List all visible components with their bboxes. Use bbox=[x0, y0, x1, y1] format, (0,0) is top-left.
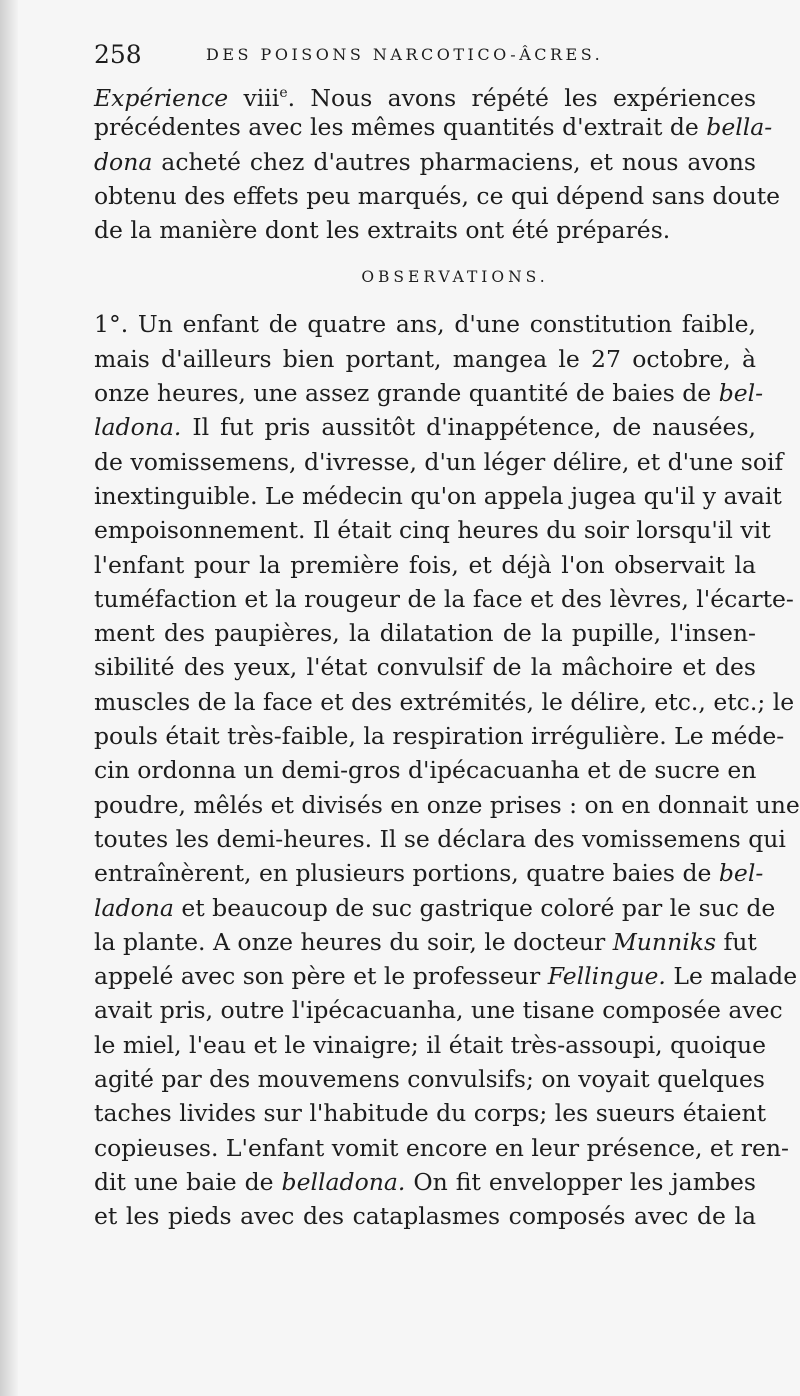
text-line bbox=[94, 1062, 765, 1096]
text-line bbox=[94, 342, 756, 376]
text-span: On fit envelopper les jambes bbox=[405, 1167, 756, 1196]
text-line bbox=[94, 788, 800, 822]
text-span: . Nous avons répété les expériences bbox=[287, 83, 756, 112]
text-line bbox=[94, 76, 756, 110]
italic-span: bel- bbox=[718, 379, 764, 408]
text-span: la plante. A onze heures du soir, le docteur bbox=[94, 927, 613, 956]
experience-label: Expérience bbox=[94, 83, 229, 112]
text-line bbox=[94, 410, 756, 444]
text-line bbox=[94, 110, 773, 144]
text-line bbox=[94, 925, 756, 959]
italic-span: bella- bbox=[706, 113, 773, 142]
experience-number: viii bbox=[228, 83, 280, 112]
text-span: agité par des mouvemens convulsifs; on voyait quelques bbox=[94, 1065, 765, 1094]
text-line bbox=[94, 513, 771, 547]
text-span: poudre, mêlés et divisés en onze prises : on en donnait une bbox=[94, 790, 800, 819]
text-line bbox=[94, 685, 795, 719]
text-span: et beaucoup de suc gastrique coloré par le suc de bbox=[173, 893, 776, 922]
text-span: toutes les demi-heures. Il se déclara des vomissemens qui bbox=[94, 824, 786, 853]
italic-span: Fellingue. bbox=[547, 962, 666, 991]
text-line bbox=[94, 548, 756, 582]
text-line bbox=[94, 959, 798, 993]
text-line: de la manière dont les extraits ont été préparés. bbox=[94, 216, 671, 245]
text-span: copieuses. L'enfant vomit encore en leur présence, et ren- bbox=[94, 1133, 789, 1162]
text-span: acheté chez d'autres pharmaciens, et nous avons bbox=[152, 147, 756, 176]
text-line bbox=[94, 582, 794, 616]
running-title: DES POISONS NARCOTICO-ÂCRES. bbox=[206, 45, 604, 64]
text-span: 1°. Un enfant de quatre ans, d'une constitution faible, bbox=[94, 310, 756, 339]
text-line bbox=[94, 445, 784, 479]
text-span: taches livides sur l'habitude du corps; les sueurs étaient bbox=[94, 1099, 767, 1128]
experience-number-sup: e bbox=[279, 85, 288, 101]
italic-span: bel- bbox=[718, 859, 764, 888]
text-line bbox=[94, 307, 756, 341]
text-span: empoisonnement. Il était cinq heures du soir lorsqu'il vit bbox=[94, 516, 771, 545]
text-span: le miel, l'eau et le vinaigre; il était très-assoupi, quoique bbox=[94, 1030, 767, 1059]
text-line: obtenu des effets peu marqués, ce qui dépend sans doute bbox=[94, 181, 781, 210]
text-line bbox=[94, 753, 756, 787]
text-line bbox=[94, 993, 783, 1027]
text-span: appelé avec son père et le professeur bbox=[94, 962, 548, 991]
text-span: entraînèrent, en plusieurs portions, quatre baies de bbox=[94, 859, 719, 888]
italic-span: Munniks bbox=[612, 927, 717, 956]
observation-paragraph bbox=[94, 307, 800, 1233]
text-span: inextinguible. Le médecin qu'on appela jugea qu'il y avait bbox=[94, 481, 782, 510]
text-span: fut bbox=[716, 927, 757, 956]
text-span: ment des paupières, la dilatation de la pupille, l'insen- bbox=[94, 619, 756, 648]
text-span: muscles de la face et des extrémités, le délire, etc., etc.; le bbox=[94, 687, 795, 716]
section-heading: OBSERVATIONS. bbox=[361, 268, 549, 287]
italic-span: ladona. bbox=[94, 413, 182, 442]
text-span: et les pieds avec des cataplasmes composés avec de la bbox=[94, 1202, 756, 1231]
text-span: pouls était très-faible, la respiration irrégulière. Le méde- bbox=[94, 722, 785, 751]
text-span: tuméfaction et la rougeur de la face et des lèvres, l'écarte- bbox=[94, 584, 794, 613]
running-head bbox=[94, 40, 756, 76]
text-line bbox=[94, 719, 785, 753]
text-span: de vomissemens, d'ivresse, d'un léger délire, et d'une soif bbox=[94, 447, 784, 476]
text-line bbox=[94, 1165, 756, 1199]
text-span: avait pris, outre l'ipécacuanha, une tisane composée avec bbox=[94, 996, 783, 1025]
italic-span: belladona. bbox=[281, 1167, 406, 1196]
text-line bbox=[94, 856, 764, 890]
text-span: onze heures, une assez grande quantité de baies de bbox=[94, 379, 719, 408]
text-line bbox=[94, 376, 764, 410]
page-number: 258 bbox=[94, 40, 142, 69]
text-line bbox=[94, 1199, 756, 1233]
italic-span: ladona bbox=[94, 893, 174, 922]
text-span: mais d'ailleurs bien portant, mangea le 27 octobre, à bbox=[94, 344, 756, 373]
text-line bbox=[94, 1028, 767, 1062]
text-line bbox=[94, 822, 786, 856]
text-line bbox=[94, 616, 756, 650]
text-span: sibilité des yeux, l'état convulsif de la mâchoire et des bbox=[94, 653, 756, 682]
text-span: Il fut pris aussitôt d'inappétence, de nausées, bbox=[181, 413, 756, 442]
text-span: cin ordonna un demi-gros d'ipécacuanha et de sucre en bbox=[94, 756, 757, 785]
text-span: Le malade bbox=[665, 962, 798, 991]
text-line bbox=[94, 1131, 789, 1165]
text-span: dit une baie de bbox=[94, 1167, 282, 1196]
experience-paragraph bbox=[94, 76, 781, 247]
text-line bbox=[94, 145, 756, 179]
text-span: précédentes avec les mêmes quantités d'extrait de bbox=[94, 113, 707, 142]
text-line bbox=[94, 650, 756, 684]
text-line bbox=[94, 891, 776, 925]
text-line bbox=[94, 479, 782, 513]
text-line bbox=[94, 1096, 767, 1130]
italic-span: dona bbox=[94, 147, 153, 176]
text-span: l'enfant pour la première fois, et déjà l'on observait la bbox=[94, 550, 756, 579]
